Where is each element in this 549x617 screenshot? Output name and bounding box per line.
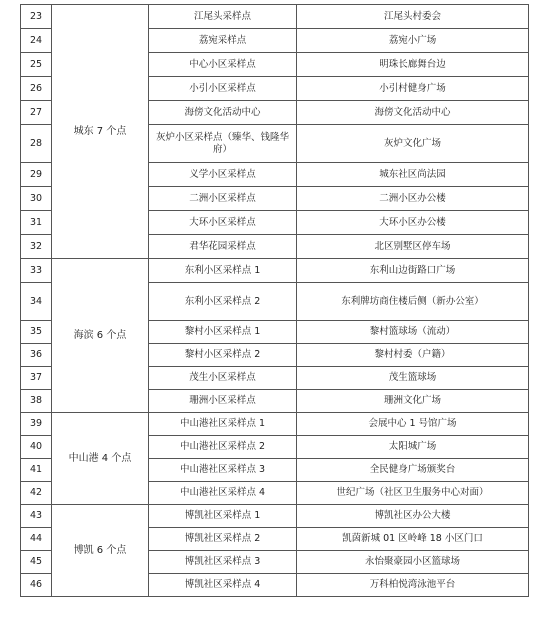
site-name: 中山港社区采样点 1 xyxy=(149,413,297,436)
site-name: 义学小区采样点 xyxy=(149,163,297,187)
site-location: 太阳城广场 xyxy=(297,436,529,459)
site-location: 黎村篮球场（流动） xyxy=(297,321,529,344)
site-name: 二洲小区采样点 xyxy=(149,187,297,211)
site-name: 东利小区采样点 1 xyxy=(149,259,297,283)
row-number: 45 xyxy=(21,551,52,574)
row-number: 24 xyxy=(21,29,52,53)
site-location: 黎村村委（户籍） xyxy=(297,344,529,367)
row-number: 46 xyxy=(21,574,52,597)
site-location: 小引村健身广场 xyxy=(297,77,529,101)
site-name: 博凯社区采样点 2 xyxy=(149,528,297,551)
site-name: 东利小区采样点 2 xyxy=(149,283,297,321)
row-number: 41 xyxy=(21,459,52,482)
site-location: 博凯社区办公大楼 xyxy=(297,505,529,528)
row-number: 32 xyxy=(21,235,52,259)
row-number: 25 xyxy=(21,53,52,77)
site-name: 中心小区采样点 xyxy=(149,53,297,77)
row-number: 28 xyxy=(21,125,52,163)
site-location: 城东社区尚法园 xyxy=(297,163,529,187)
row-number: 43 xyxy=(21,505,52,528)
site-name: 荔宛采样点 xyxy=(149,29,297,53)
area-cell-chengdong: 城东 7 个点 xyxy=(52,5,149,259)
row-number: 34 xyxy=(21,283,52,321)
site-name: 大环小区采样点 xyxy=(149,211,297,235)
site-location: 万科柏悦湾泳池平台 xyxy=(297,574,529,597)
row-number: 42 xyxy=(21,482,52,505)
site-name: 灰炉小区采样点（臻华、钱隆华府） xyxy=(149,125,297,163)
site-location: 明珠长廊舞台边 xyxy=(297,53,529,77)
site-location: 北区别墅区停车场 xyxy=(297,235,529,259)
site-name: 博凯社区采样点 4 xyxy=(149,574,297,597)
row-number: 30 xyxy=(21,187,52,211)
site-location: 东利山边街路口广场 xyxy=(297,259,529,283)
site-location: 海傍文化活动中心 xyxy=(297,101,529,125)
table-row xyxy=(21,413,529,436)
site-name: 中山港社区采样点 3 xyxy=(149,459,297,482)
site-location: 珊洲文化广场 xyxy=(297,390,529,413)
site-location: 二洲小区办公楼 xyxy=(297,187,529,211)
sampling-site-table xyxy=(20,4,529,597)
site-location: 大环小区办公楼 xyxy=(297,211,529,235)
area-cell-zhongshangang: 中山港 4 个点 xyxy=(52,413,149,505)
row-number: 35 xyxy=(21,321,52,344)
row-number: 33 xyxy=(21,259,52,283)
site-location: 荔宛小广场 xyxy=(297,29,529,53)
table-row xyxy=(21,505,529,528)
site-location: 东利牌坊商住楼后侧（新办公室） xyxy=(297,283,529,321)
site-location: 茂生篮球场 xyxy=(297,367,529,390)
site-location: 全民健身广场颁奖台 xyxy=(297,459,529,482)
site-location: 灰炉文化广场 xyxy=(297,125,529,163)
table-row xyxy=(21,259,529,283)
row-number: 26 xyxy=(21,77,52,101)
site-location: 永怡聚豪园小区篮球场 xyxy=(297,551,529,574)
table-row xyxy=(21,5,529,29)
row-number: 40 xyxy=(21,436,52,459)
site-name: 茂生小区采样点 xyxy=(149,367,297,390)
row-number: 23 xyxy=(21,5,52,29)
site-name: 小引小区采样点 xyxy=(149,77,297,101)
row-number: 31 xyxy=(21,211,52,235)
site-name: 珊洲小区采样点 xyxy=(149,390,297,413)
site-location: 会展中心 1 号馆广场 xyxy=(297,413,529,436)
site-location: 江尾头村委会 xyxy=(297,5,529,29)
area-cell-bokai: 博凯 6 个点 xyxy=(52,505,149,597)
site-name: 中山港社区采样点 2 xyxy=(149,436,297,459)
site-name: 黎村小区采样点 2 xyxy=(149,344,297,367)
site-location: 世纪广场（社区卫生服务中心对面） xyxy=(297,482,529,505)
row-number: 38 xyxy=(21,390,52,413)
row-number: 36 xyxy=(21,344,52,367)
site-name: 中山港社区采样点 4 xyxy=(149,482,297,505)
site-name: 博凯社区采样点 3 xyxy=(149,551,297,574)
row-number: 29 xyxy=(21,163,52,187)
site-name: 博凯社区采样点 1 xyxy=(149,505,297,528)
sampling-site-table-sheet xyxy=(20,4,528,597)
site-name: 黎村小区采样点 1 xyxy=(149,321,297,344)
site-name: 海傍文化活动中心 xyxy=(149,101,297,125)
area-cell-haibin: 海滨 6 个点 xyxy=(52,259,149,413)
site-location: 凯茵新城 01 区岭峰 18 小区门口 xyxy=(297,528,529,551)
row-number: 44 xyxy=(21,528,52,551)
row-number: 37 xyxy=(21,367,52,390)
row-number: 39 xyxy=(21,413,52,436)
site-name: 江尾头采样点 xyxy=(149,5,297,29)
site-name: 君华花园采样点 xyxy=(149,235,297,259)
row-number: 27 xyxy=(21,101,52,125)
